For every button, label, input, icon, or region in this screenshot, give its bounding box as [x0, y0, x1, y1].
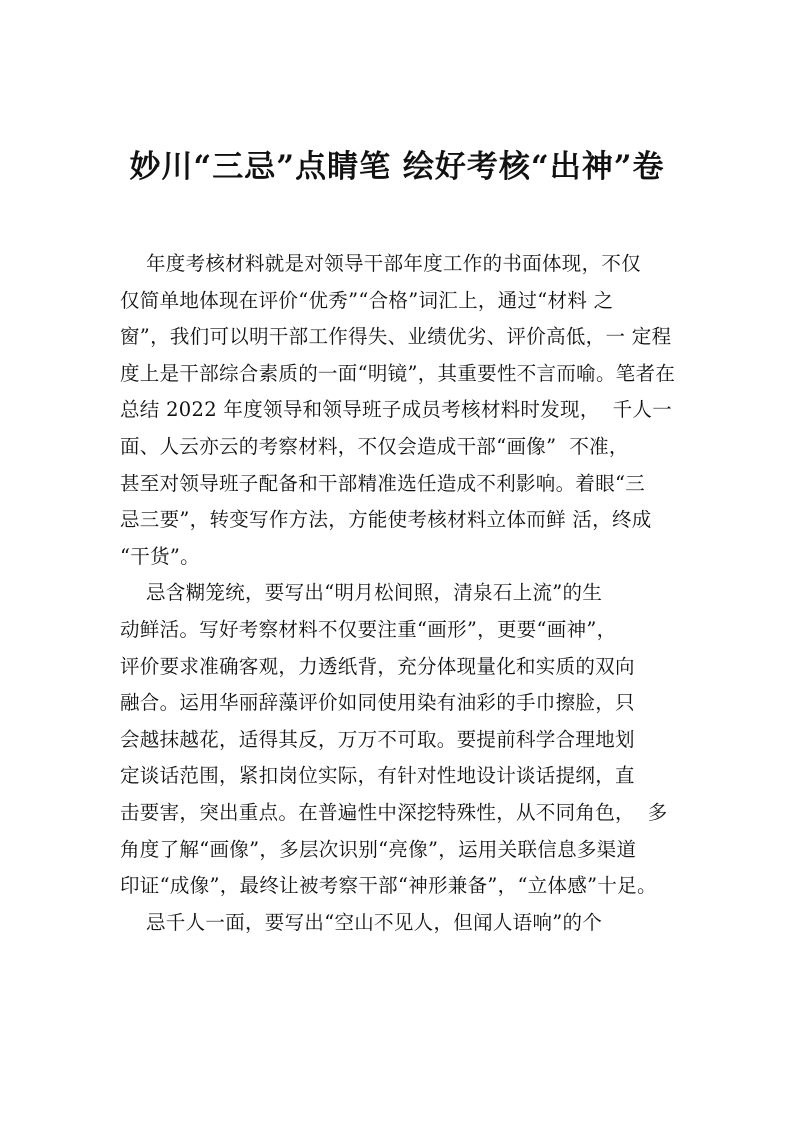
- text-line: 融合。运用华丽辞藻评价如同使用染有油彩的手巾擦脸，只: [120, 691, 635, 715]
- text-line: 忌千人一面，要写出“空山不见人，但闻人语响”的个: [120, 910, 603, 934]
- text-line: 总结 2022 年度领导和领导班子成员考核材料时发现， 千人一: [120, 398, 673, 422]
- text-line: 度上是干部综合素质的一面“明镜”，其重要性不言而喻。笔者在: [120, 361, 676, 385]
- text-line: 会越抹越花，适得其反，万万不可取。要提前科学合理地划: [120, 727, 635, 751]
- text-line: 甚至对领导班子配备和干部精准选任造成不利影响。着眼“三: [120, 471, 646, 495]
- text-line: 面、人云亦云的考察材料，不仅会造成干部“画像” 不准，: [120, 434, 629, 458]
- text-line: 定谈话范围，紧扣岗位实际，有针对性地设计谈话提纲，直: [120, 764, 635, 788]
- text-line: 忌含糊笼统，要写出“明月松间照，清泉石上流”的生: [120, 581, 603, 605]
- text-line: 角度了解“画像”，多层次识别“亮像”，运用关联信息多渠道: [120, 837, 637, 861]
- page-title: 妙川“三忌”点睛笔 绘好考核“出神”卷: [129, 149, 665, 185]
- body-text: [120, 246, 700, 941]
- text-line: 年度考核材料就是对领导干部年度工作的书面体现，不仅: [120, 252, 641, 275]
- text-line: 忌三要”，转变写作方法，方能使考核材料立体而鲜 活，终成: [120, 508, 652, 532]
- text-line: 印证“成像”，最终让被考察干部“神形兼备”，“立体感”十足。: [120, 874, 657, 898]
- text-line: 评价要求准确客观，力透纸背，充分体现量化和实质的双向: [120, 654, 635, 678]
- text-line: 窗”，我们可以明干部工作得失、业绩优劣、评价高低，一 定程: [120, 325, 672, 349]
- text-line: 仅简单地体现在评价“优秀”“合格”词汇上，通过“材料 之: [120, 288, 614, 312]
- text-line: 击要害，突出重点。在普遍性中深挖特殊性，从不同角色， 多: [120, 800, 668, 824]
- text-line: 动鲜活。写好考察材料不仅要注重“画形”，更要“画神”，: [120, 617, 617, 641]
- text-line: “干货”。: [120, 544, 200, 568]
